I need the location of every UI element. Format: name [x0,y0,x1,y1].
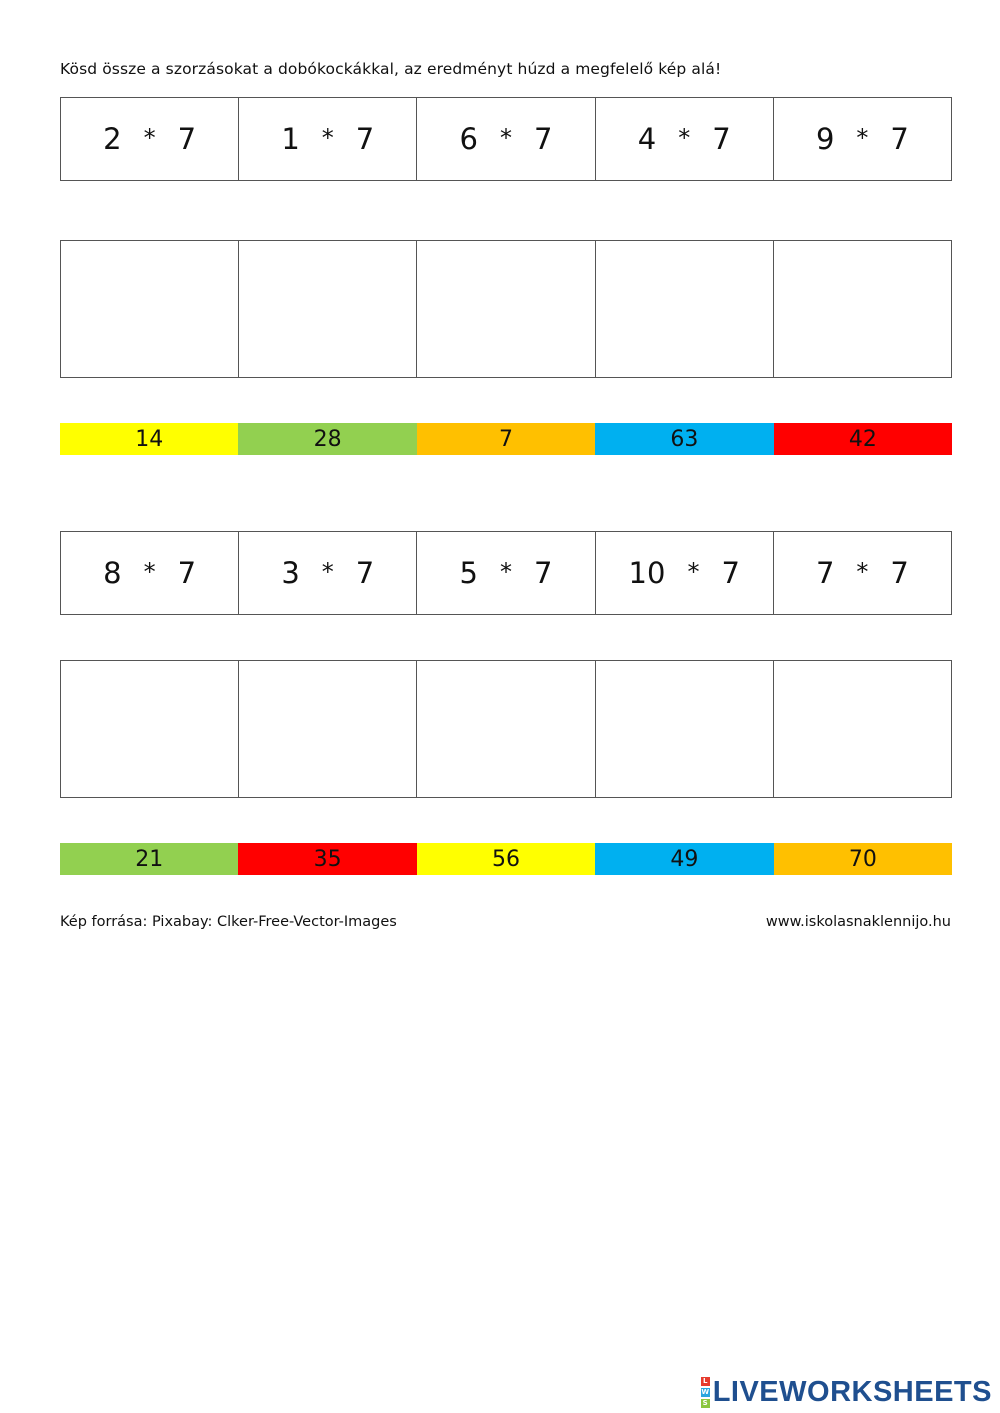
domino-row-1 [60,240,952,378]
multiplication-cell [774,98,951,180]
multiply-sign: * [856,558,869,586]
factor: 7 [712,122,731,156]
multiplication-cell [417,532,595,614]
multiply-sign: * [687,558,700,586]
answer-tile[interactable]: 21 [60,843,238,875]
factor: 7 [815,556,835,590]
multiplication-cell [239,532,417,614]
multiply-sign: * [143,558,156,586]
multiply-sign: * [500,558,512,586]
answer-row-2 [60,843,952,875]
answer-tile[interactable]: 63 [595,423,773,455]
domino-cell[interactable] [417,241,595,377]
domino-cell[interactable] [774,661,951,797]
factor: 7 [355,122,375,156]
answer-tile[interactable]: 35 [238,843,416,875]
website-link[interactable]: www.iskolasnaklennijo.hu [765,914,951,930]
domino-row-2 [60,660,952,798]
factor: 7 [177,122,197,156]
factor: 9 [815,122,835,156]
domino-cell[interactable] [417,661,595,797]
factor: 7 [890,556,909,590]
factor: 7 [534,122,553,156]
answer-tile[interactable]: 14 [60,423,238,455]
factor: 1 [281,122,300,156]
multiply-sign: * [143,124,156,152]
answer-tile[interactable]: 49 [595,843,773,875]
domino-cell[interactable] [596,241,774,377]
domino-cell[interactable] [596,661,774,797]
domino-cell[interactable] [239,661,417,797]
multiply-sign: * [678,124,691,152]
instruction-text: Kösd össze a szorzásokat a dobókockákkal, az eredményt húzd a megfelelő kép alá! [60,60,722,78]
factor: 2 [103,122,122,156]
answer-tile[interactable]: 70 [774,843,952,875]
factor: 8 [103,556,122,590]
domino-cell[interactable] [774,241,951,377]
domino-cell[interactable] [61,241,239,377]
multiplication-cell [61,98,239,180]
answer-row-1 [60,423,952,455]
domino-cell[interactable] [239,241,417,377]
multiplication-cell [417,98,595,180]
factor: 7 [534,556,553,590]
factor: 4 [637,122,657,156]
multiply-sign: * [856,124,869,152]
logo-letter: L [701,1377,710,1386]
logo-letter: W [701,1388,710,1396]
multiplication-cell [239,98,417,180]
factor: 7 [177,556,197,590]
multiplication-cell [596,98,774,180]
multiplication-cell [61,532,239,614]
factor: 5 [459,556,478,590]
image-source-credit: Kép forrása: Pixabay: Clker-Free-Vector-Images [60,914,397,930]
multiplication-row-2 [60,531,952,615]
factor: 6 [459,122,478,156]
liveworksheets-logo-icon [701,1376,710,1409]
brand-name: LIVEWORKSHEETS [712,1376,992,1408]
factor: 7 [355,556,375,590]
answer-tile[interactable]: 42 [774,423,952,455]
factor: 7 [721,556,740,590]
logo-letter: S [702,1399,708,1407]
factor: 7 [890,122,909,156]
liveworksheets-brand [701,1376,992,1409]
multiply-sign: * [321,124,334,152]
domino-cell[interactable] [61,661,239,797]
multiplication-cell [596,532,774,614]
factor: 10 [628,556,666,590]
answer-tile[interactable]: 28 [238,423,416,455]
multiplication-cell [774,532,951,614]
factor: 3 [281,556,300,590]
answer-tile[interactable]: 56 [417,843,595,875]
multiply-sign: * [321,558,334,586]
multiply-sign: * [500,124,512,152]
multiplication-row-1 [60,97,952,181]
answer-tile[interactable]: 7 [417,423,595,455]
